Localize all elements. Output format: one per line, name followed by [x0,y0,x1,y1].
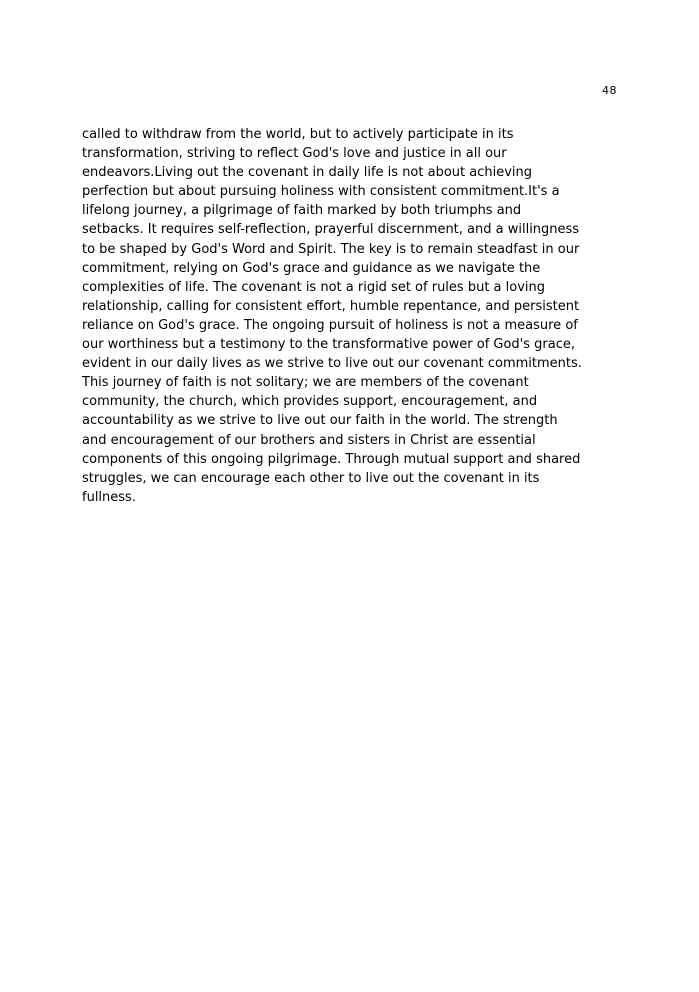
text-line: setbacks. It requires self-reflection, prayerful discernment, and a willingness [82,222,580,238]
text-line: evident in our daily lives as we strive to live out our covenant commitments. [82,356,582,372]
text-line: relationship, calling for consistent effort, humble repentance, and persistent [82,298,580,314]
text-line: and encouragement of our brothers and sisters in Christ are essential [82,432,536,448]
body-paragraph [82,125,622,507]
text-line: perfection but about pursuing holiness with consistent commitment.It's a [82,184,560,200]
text-line: commitment, relying on God's grace and guidance as we navigate the [82,260,541,276]
text-line: fullness. [82,489,136,505]
text-line: transformation, striving to reflect God's love and justice in all our [82,146,507,162]
text-line: community, the church, which provides support, encouragement, and [82,394,538,410]
text-line: struggles, we can encourage each other to live out the covenant in its [82,470,540,486]
text-line: accountability as we strive to live out our faith in the world. The strength [82,413,558,429]
text-line: This journey of faith is not solitary; we are members of the covenant [82,375,529,391]
text-line: lifelong journey, a pilgrimage of faith marked by both triumphs and [82,203,522,219]
text-line: called to withdraw from the world, but to actively participate in its [82,127,514,142]
text-line: to be shaped by God's Word and Spirit. The key is to remain steadfast in our [82,241,580,257]
text-line: our worthiness but a testimony to the transformative power of God's grace, [82,337,575,353]
text-line: reliance on God's grace. The ongoing pursuit of holiness is not a measure of [82,317,578,333]
text-line: endeavors.Living out the covenant in daily life is not about achieving [82,165,533,181]
page-number: 48 [602,84,617,97]
text-line: complexities of life. The covenant is not a rigid set of rules but a loving [82,279,546,295]
text-line: components of this ongoing pilgrimage. Through mutual support and shared [82,451,581,467]
